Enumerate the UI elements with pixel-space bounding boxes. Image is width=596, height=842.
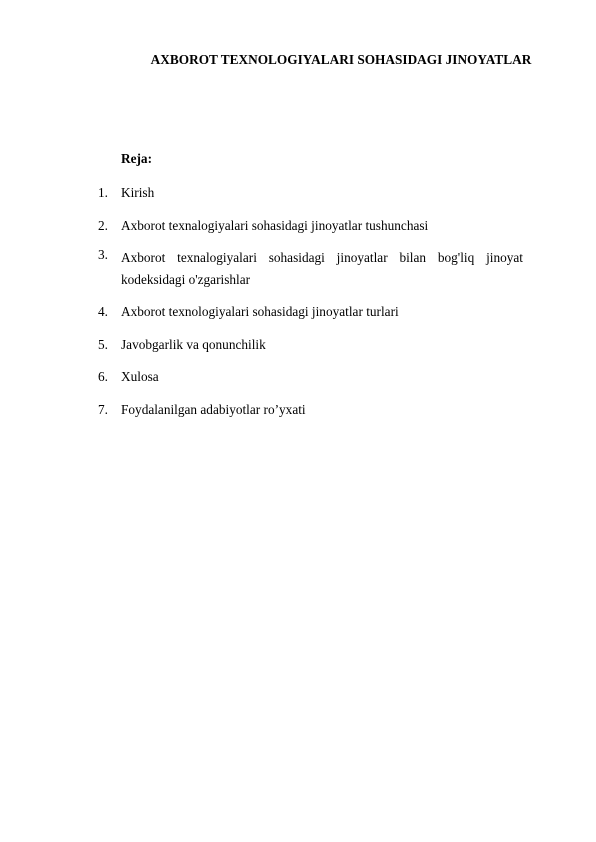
plan-item-6 bbox=[98, 369, 523, 385]
plan-item-number: 5. bbox=[98, 336, 108, 352]
plan-item-1 bbox=[98, 185, 523, 201]
plan-item-number: 6. bbox=[98, 369, 108, 384]
plan-item-text: Xulosa bbox=[121, 369, 159, 384]
plan-item-number: 1. bbox=[98, 185, 108, 200]
plan-item-number: 4. bbox=[98, 304, 108, 319]
plan-item-text: Axborot texnalogiyalari sohasidagi jinoyatlar tushunchasi bbox=[121, 217, 429, 233]
plan-item-2 bbox=[98, 218, 523, 234]
plan-item-number: 3. bbox=[98, 247, 108, 262]
plan-item-5 bbox=[98, 337, 523, 353]
plan-item-3 bbox=[98, 247, 523, 291]
plan-item-text: Javobgarlik va qonunchilik bbox=[121, 336, 266, 352]
plan-item-text bbox=[121, 247, 523, 291]
plan-item-7 bbox=[98, 402, 523, 418]
document-title: AXBOROT TEXNOLOGIYALARI SOHASIDAGI JINOYATLAR bbox=[150, 52, 532, 67]
plan-item-4 bbox=[98, 304, 523, 320]
plan-item-number: 2. bbox=[98, 217, 108, 233]
plan-item-number: 7. bbox=[98, 401, 108, 417]
plan-item-text-line-2: kodeksidagi o'zgarishlar bbox=[121, 272, 251, 287]
plan-list bbox=[98, 185, 523, 434]
plan-item-text: Kirish bbox=[121, 185, 155, 200]
plan-item-text-line-1: Axborot texnalogiyalari sohasidagi jinoyatlar bilan bog'liq jinoyat bbox=[121, 250, 523, 265]
plan-item-text: Foydalanilgan adabiyotlar ro’yxati bbox=[121, 401, 306, 417]
plan-item-text: Axborot texnologiyalari sohasidagi jinoyatlar turlari bbox=[121, 304, 399, 319]
plan-heading: Reja: bbox=[121, 151, 153, 166]
